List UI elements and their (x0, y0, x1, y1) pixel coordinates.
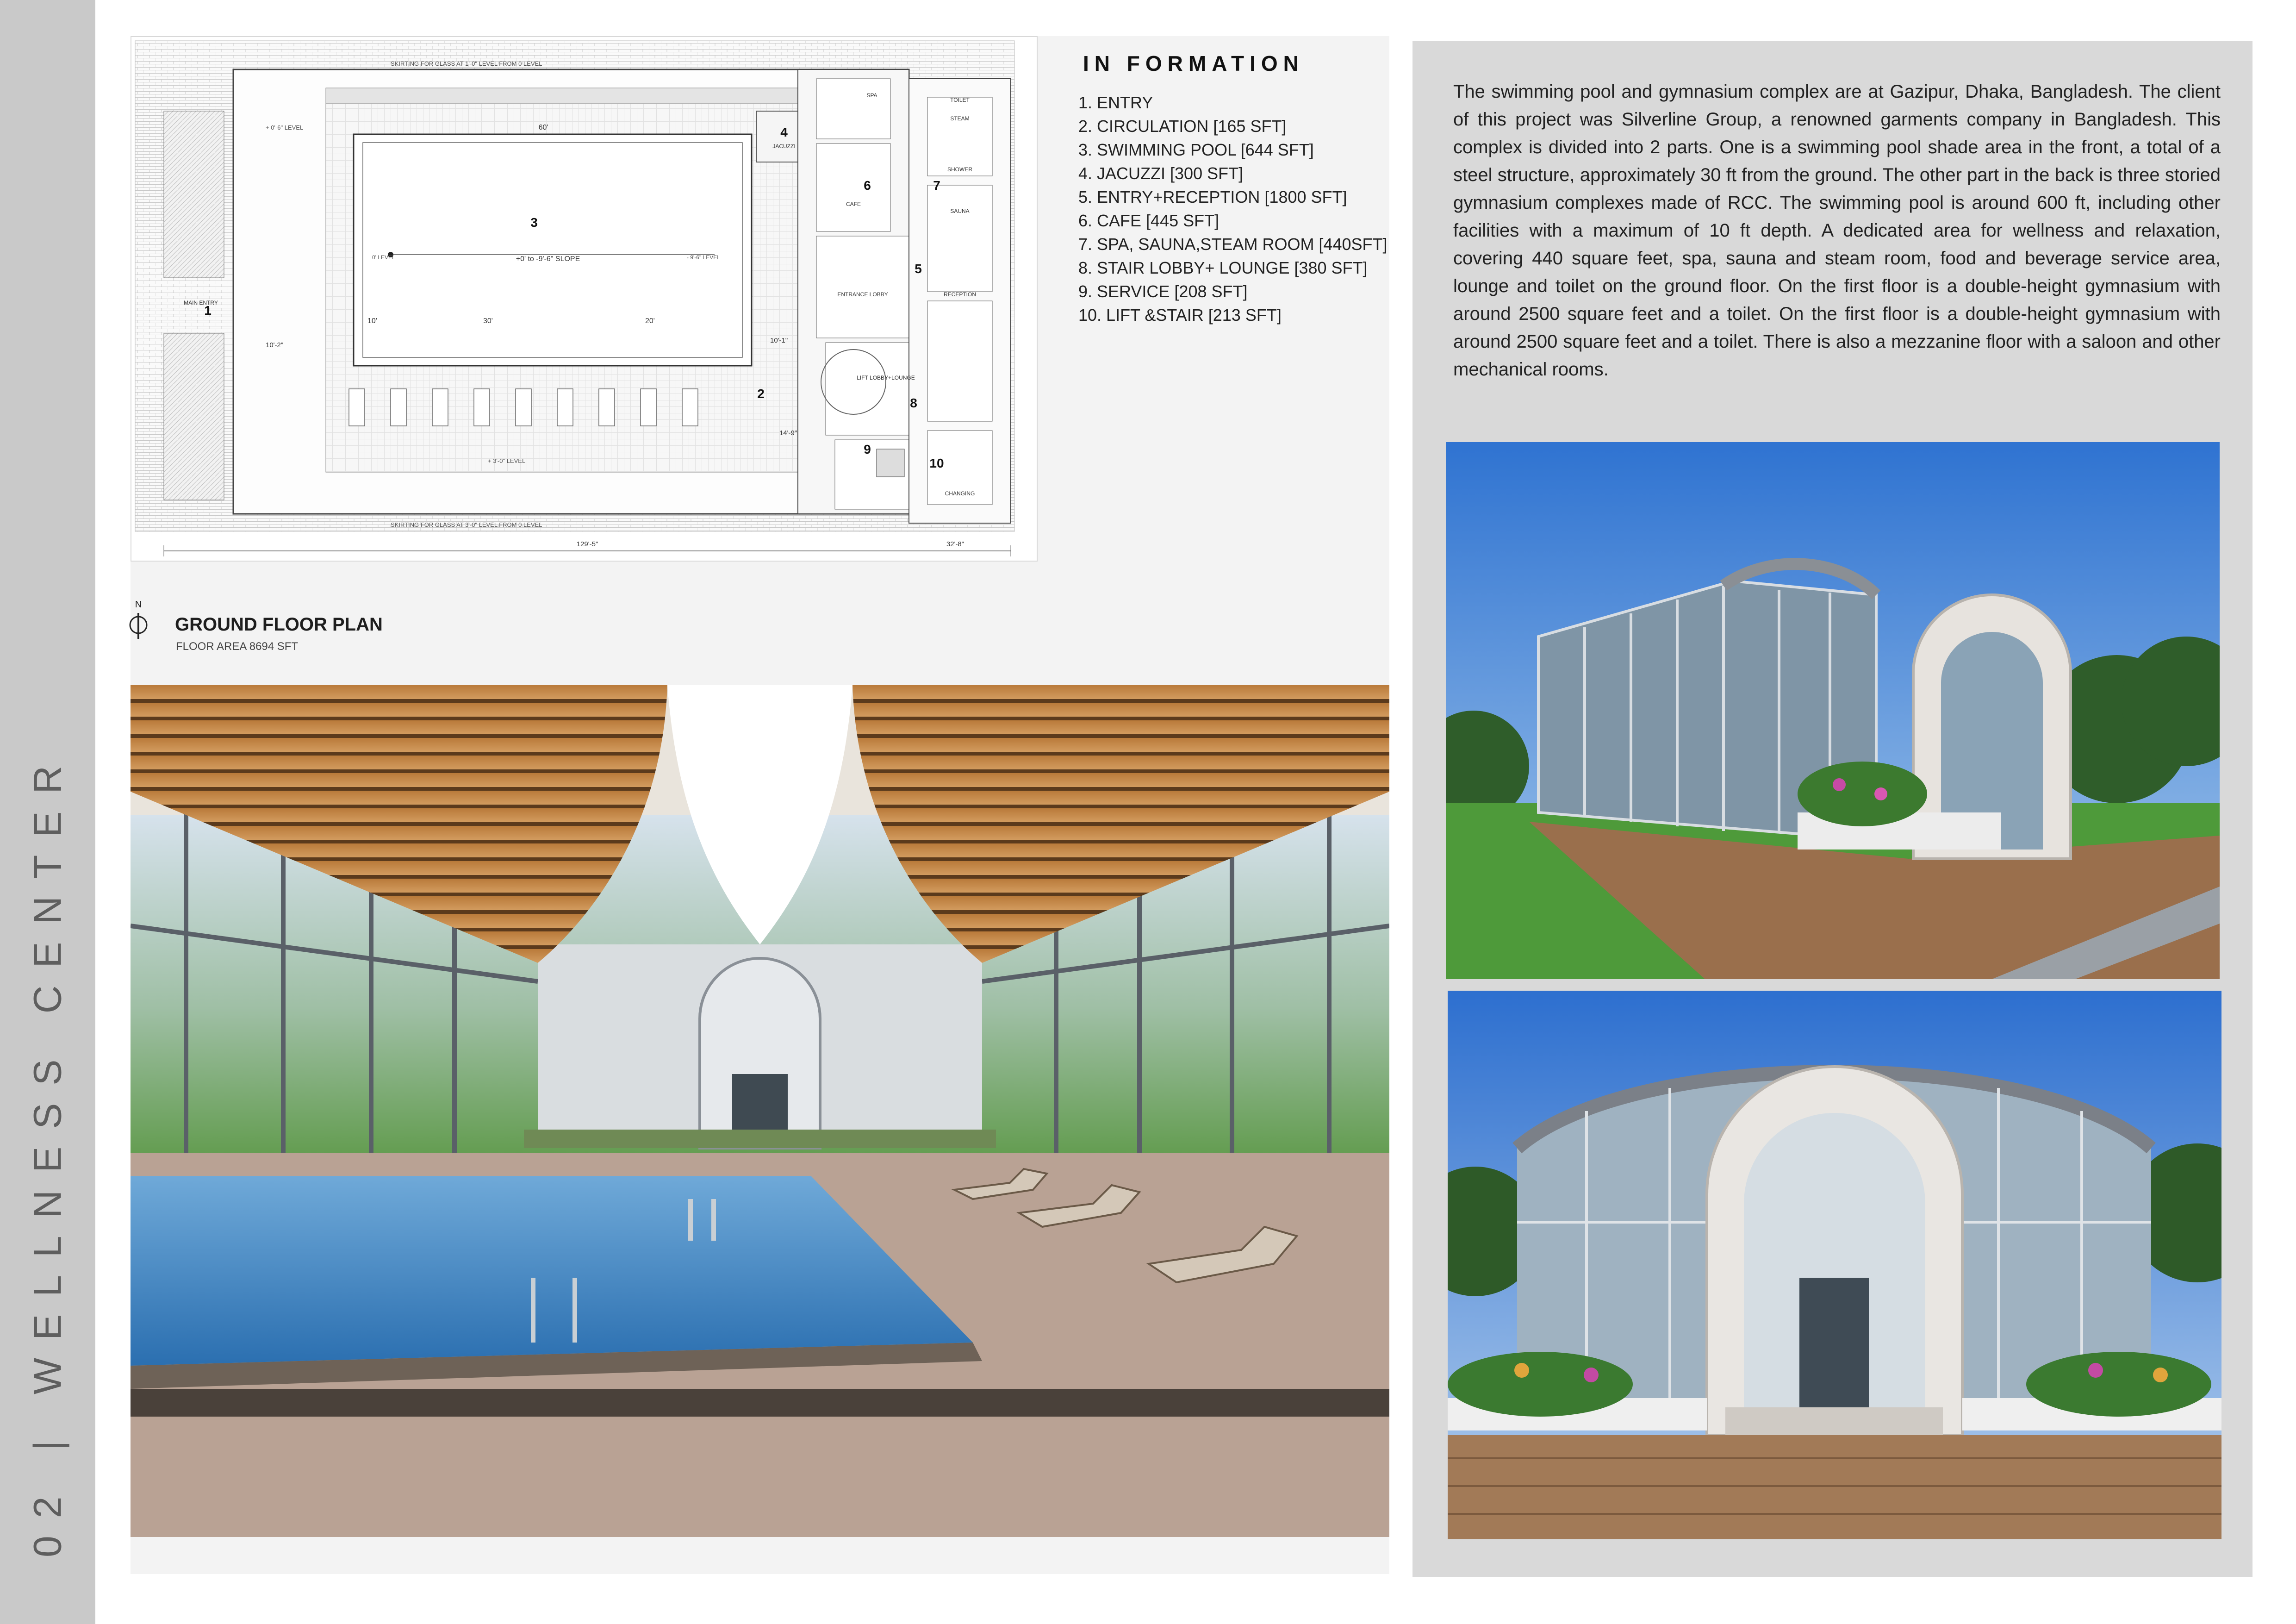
floor-plan (131, 36, 1038, 562)
cafe-label: CAFE (846, 201, 861, 207)
dim-total: 129'-5" (576, 540, 598, 548)
sauna-label: SAUNA (950, 208, 970, 214)
info-list (1078, 91, 1388, 327)
level-label-a: + 3'-0" LEVEL (488, 457, 526, 464)
skirting-bottom-note: SKIRTING FOR GLASS AT 3'-0" LEVEL FROM 0 LEVEL (391, 521, 542, 528)
exterior-render-perspective (1446, 442, 2220, 979)
plan-number-4: 4 (780, 125, 788, 139)
dim-right: 32'-8" (946, 540, 964, 548)
info-item: 4. JACUZZI [300 SFT] (1078, 164, 1244, 183)
north-arrow-icon (129, 596, 155, 647)
plan-number-2: 2 (757, 387, 765, 401)
pool-interior-render (131, 685, 1389, 1537)
toilet-label: TOILET (950, 97, 970, 103)
spa-label: SPA (866, 92, 877, 99)
dim-pool-length: 60' (538, 124, 548, 131)
shower-label: SHOWER (947, 166, 972, 173)
plan-number-7: 7 (933, 178, 940, 193)
plan-number-9: 9 (864, 442, 871, 456)
exterior-render-front (1448, 991, 2221, 1539)
skirting-top-note: SKIRTING FOR GLASS AT 1'-0" LEVEL FROM 0 LEVEL (391, 60, 542, 67)
main-entry-label: MAIN ENTRY (184, 300, 218, 306)
plan-number-5: 5 (915, 262, 922, 276)
dim-d: 10'-2" (266, 341, 284, 349)
slope-label: +0' to -9'-6" SLOPE (516, 255, 580, 263)
plan-number-10: 10 (929, 456, 944, 470)
info-item: 9. SERVICE [208 SFT] (1078, 282, 1248, 301)
dim-b: 20' (645, 317, 655, 325)
changing-label: CHANGING (945, 490, 975, 497)
info-item: 5. ENTRY+RECEPTION [1800 SFT] (1078, 187, 1347, 206)
reception-label: RECEPTION (943, 291, 977, 298)
lift-lobby-label: LIFT LOBBY+LOUNGE (857, 375, 915, 381)
info-item: 2. CIRCULATION [165 SFT] (1078, 117, 1287, 136)
project-title: 02 | WELLNESS CENTER (25, 748, 69, 1558)
info-item: 8. STAIR LOBBY+ LOUNGE [380 SFT] (1078, 258, 1368, 277)
level-label-c: 0' LEVEL (372, 254, 395, 261)
info-item: 1. ENTRY (1078, 93, 1153, 112)
steam-label: STEAM (950, 115, 970, 122)
dim-a: 30' (483, 317, 493, 325)
info-item: 7. SPA, SAUNA,STEAM ROOM [440SFT] (1078, 235, 1388, 254)
plan-title: GROUND FLOOR PLAN (175, 614, 383, 635)
plan-number-1: 1 (204, 303, 212, 318)
info-item: 10. LIFT &STAIR [213 SFT] (1078, 306, 1282, 325)
dim-f: 14'-9" (779, 429, 797, 437)
jacuzzi-label: JACUZZI (772, 143, 796, 150)
floor-plan-drawing (131, 37, 1037, 561)
level-label-b: + 0'-6" LEVEL (266, 124, 304, 131)
plan-number-8: 8 (910, 396, 917, 410)
dim-c: 10' (367, 317, 377, 325)
info-item: 6. CAFE [445 SFT] (1078, 211, 1220, 230)
dim-e: 10'-1" (770, 337, 788, 344)
plan-number-6: 6 (864, 178, 871, 193)
entrance-lobby-label: ENTRANCE LOBBY (837, 291, 888, 298)
north-label: N (135, 600, 142, 610)
plan-number-3: 3 (530, 215, 538, 230)
info-item: 3. SWIMMING POOL [644 SFT] (1078, 140, 1314, 159)
level-label-d: - 9'-6" LEVEL (687, 254, 720, 261)
sidebar (0, 0, 95, 1624)
project-description: The swimming pool and gymnasium complex are at Gazipur, Dhaka, Bangladesh. The client of this project was Silverline Group, a renowned garments company in Bangladesh. This complex is divided into 2 parts. One is a swimming pool shade area in the front, a total of a steel structure, approximately 30 ft from the ground. The other part in the back is three storied gymnasium complexes made of RCC. The swimming pool is around 600 ft, including other facilities with a maximum of 10 ft depth. A dedicated area for wellness and relaxation, covering 440 square feet, spa, sauna and steam room, food and beverage service area, lounge and toilet on the ground floor. On the first floor is a double-height gymnasium with around 2500 square feet and a toilet. On the first floor is a double-height gymnasium with around 2500 square feet and a toilet. There is also a mezzanine floor with a saloon and other mechanical rooms. (1453, 81, 2221, 380)
plan-subtitle: FLOOR AREA 8694 SFT (176, 640, 299, 653)
info-title: IN FORMATION (1083, 51, 1304, 75)
